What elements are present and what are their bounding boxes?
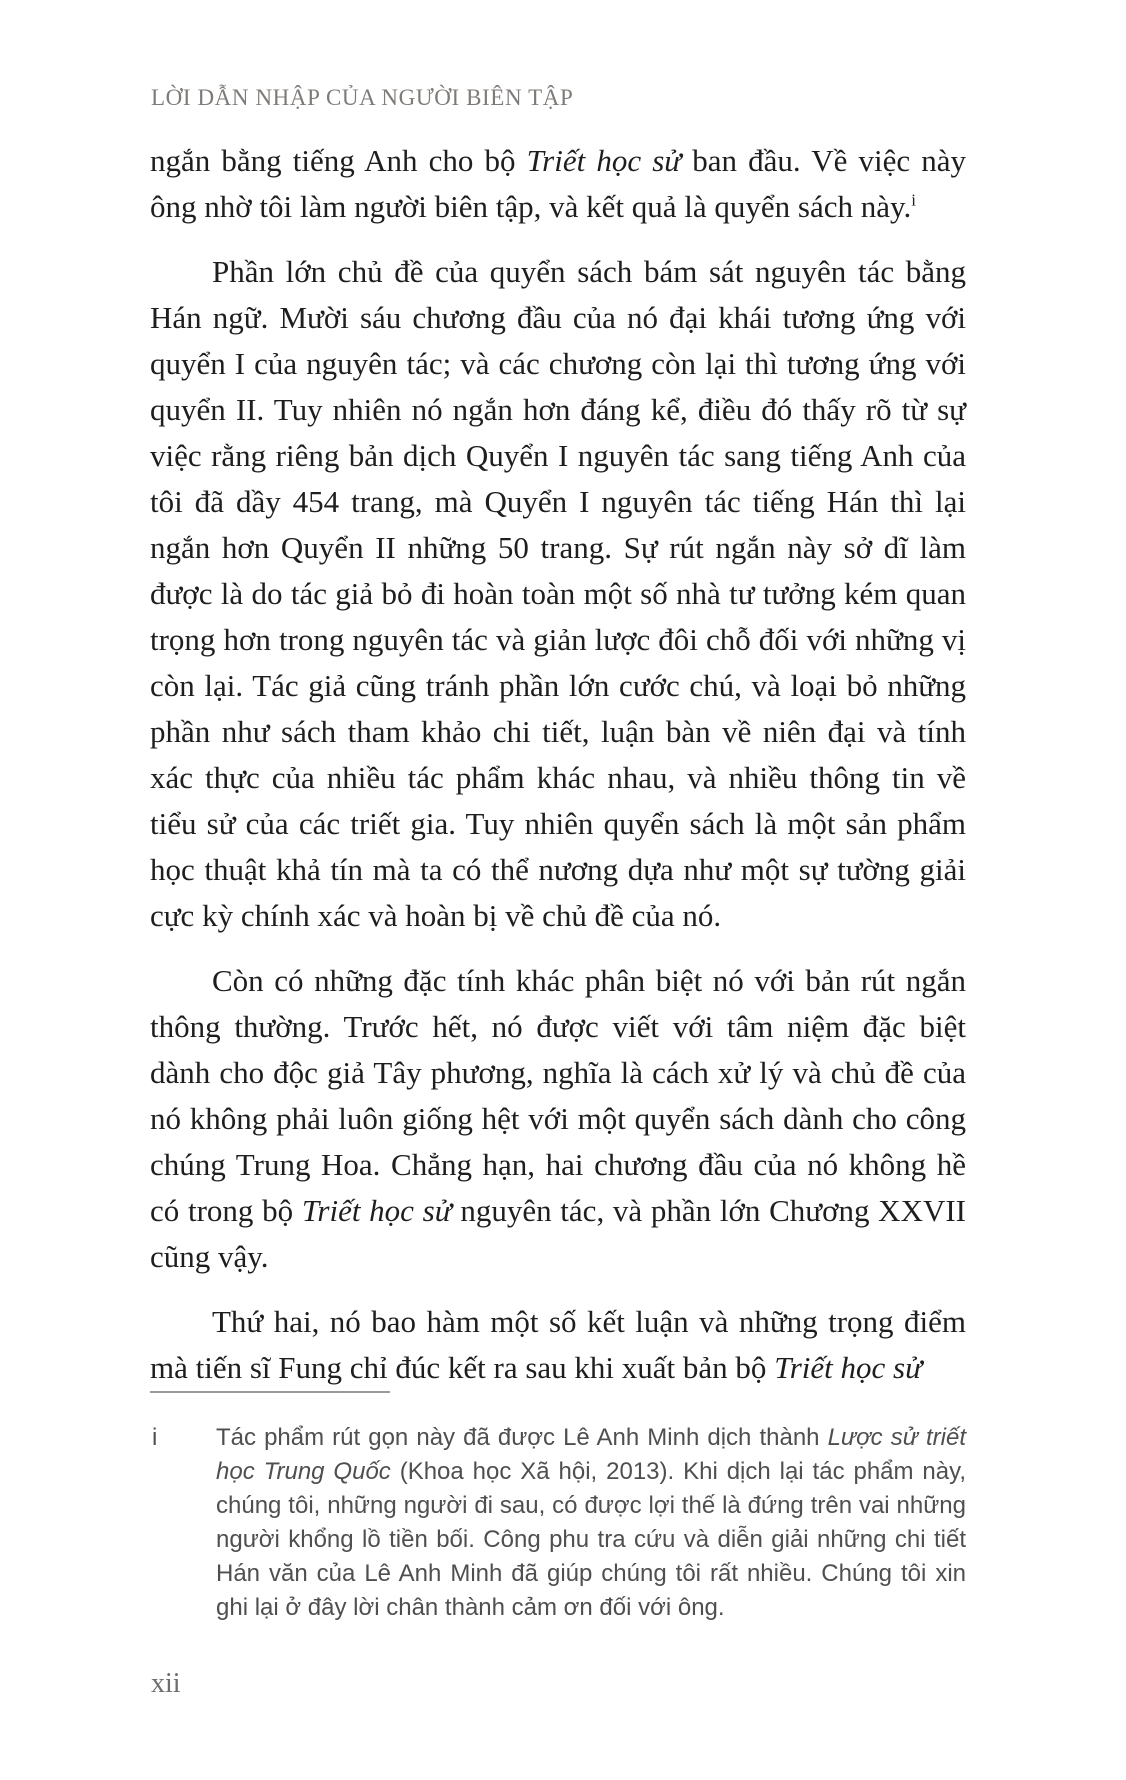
footnote-marker: i [152,1424,158,1451]
footnote-separator [150,1391,390,1393]
footnote-text: Tác phẩm rút gọn này đã được Lê Anh Minh dịch thành Lược sử triết học Trung Quốc (Khoa học Xã hội, 2013). Khi dịch lại tác phẩm này, chúng tôi, những người đi sau, có được lợi thế là đứng trên vai những người khổng lồ tiền bối. Công phu tra cứu và diễn giải những chi tiết Hán văn của Lê Anh Minh đã giúp chúng tôi rất nhiều. Chúng tôi xin ghi lại ở đây lời chân thành cảm ơn đối với ông. [216,1424,967,1621]
body-text-block [150,138,966,1391]
page-number: xii [151,1668,181,1699]
paragraph-2: Phần lớn chủ đề của quyển sách bám sát nguyên tác bằng Hán ngữ. Mười sáu chương đầu của nó đại khái tương ứng với quyển I của nguyên tác; và các chương còn lại thì tương ứng với quyển II. Tuy nhiên nó ngắn hơn đáng kể, điều đó thấy rõ từ sự việc rằng riêng bản dịch Quyển I nguyên tác sang tiếng Anh của tôi đã dầy 454 trang, mà Quyển I nguyên tác tiếng Hán thì lại ngắn hơn Quyển II những 50 trang. Sự rút ngắn này sở dĩ làm được là do tác giả bỏ đi hoàn toàn một số nhà tư tưởng kém quan trọng hơn trong nguyên tác và giản lược đôi chỗ đối với những vị còn lại. Tác giả cũng tránh phần lớn cước chú, và loại bỏ những phần như sách tham khảo chi tiết, luận bàn về niên đại và tính xác thực của nhiều tác phẩm khác nhau, và nhiều thông tin về tiểu sử của các triết gia. Tuy nhiên quyển sách là một sản phẩm học thuật khả tín mà ta có thể nương dựa như một sự tường giải cực kỳ chính xác và hoàn bị về chủ đề của nó. [150,254,966,933]
footnote [150,1421,966,1625]
paragraph-3: Còn có những đặc tính khác phân biệt nó với bản rút ngắn thông thường. Trước hết, nó được viết với tâm niệm đặc biệt dành cho độc giả Tây phương, nghĩa là cách xử lý và chủ đề của nó không phải luôn giống hệt với một quyển sách dành cho công chúng Trung Hoa. Chẳng hạn, hai chương đầu của nó không hề có trong bộ Triết học sử nguyên tác, và phần lớn Chương XXVII cũng vậy. [150,963,966,1274]
footnote-area [150,1391,966,1625]
paragraph-continuation: ngắn bằng tiếng Anh cho bộ Triết học sử ban đầu. Về việc này ông nhờ tôi làm người biên tập, và kết quả là quyển sách này.$^i$ [150,143,966,224]
running-header: LỜI DẪN NHẬP CỦA NGƯỜI BIÊN TẬP [151,85,574,110]
paragraph-4: Thứ hai, nó bao hàm một số kết luận và những trọng điểm mà tiến sĩ Fung chỉ đúc kết ra sau khi xuất bản bộ Triết học sử [150,1304,966,1385]
